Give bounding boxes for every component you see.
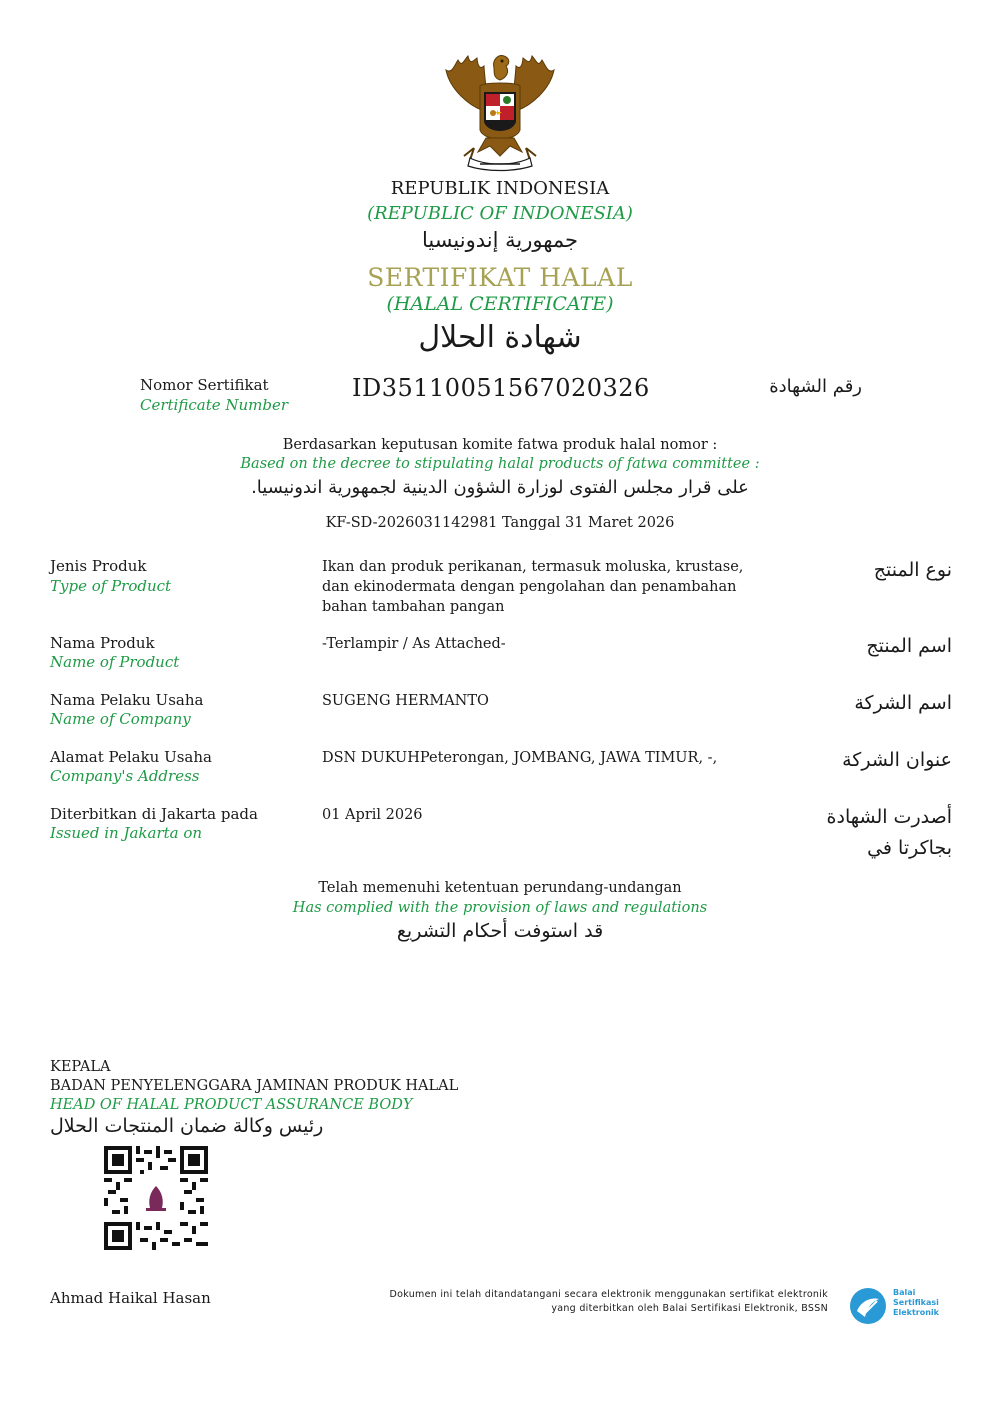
certificate-title: SERTIFIKAT HALAL (367, 263, 633, 292)
certificate-number-label-ar: رقم الشهادة (769, 376, 862, 397)
field-label: Jenis Produk (50, 557, 147, 575)
compliance-text-en: Has complied with the provision of laws and regulations (292, 900, 708, 916)
certificate-title-en: (HALAL CERTIFICATE) (386, 293, 614, 315)
signatory-agency: BADAN PENYELENGGARA JAMINAN PRODUK HALAL (50, 1078, 459, 1094)
compliance-text: Telah memenuhi ketentuan perundang-undangan (318, 880, 682, 896)
decree-text-en: Based on the decree to stipulating halal products of fatwa committee : (240, 456, 760, 472)
certificate-number-value: ID35110051567020326 (352, 374, 650, 402)
field-value: SUGENG HERMANTO (322, 693, 489, 709)
bsre-logo-text: Balai (893, 1288, 916, 1297)
decree-reference: KF-SD-2026031142981 Tanggal 31 Maret 2026 (325, 515, 675, 531)
republic-title: REPUBLIK INDONESIA (390, 178, 610, 199)
decree-text: Berdasarkan keputusan komite fatwa produk halal nomor : (282, 437, 718, 453)
field-label-en: Company's Address (50, 767, 200, 785)
field-label-ar: أصدرت الشهادة بجاكرتا في (826, 806, 952, 859)
field-label: Nama Produk (50, 634, 155, 652)
field-label-ar: عنوان الشركة (842, 749, 952, 771)
bsre-logo-text: Sertifikasi (893, 1298, 939, 1307)
field-label-en: Type of Product (50, 577, 172, 595)
field-label-en: Issued in Jakarta on (50, 824, 203, 842)
signatory-agency-ar: رئيس وكالة ضمان المنتجات الحلال (50, 1115, 324, 1137)
garuda-emblem-icon (440, 48, 560, 173)
field-label-en: Name of Product (50, 653, 180, 671)
republic-title-en: (REPUBLIC OF INDONESIA) (367, 203, 633, 224)
field-label: Alamat Pelaku Usaha (50, 748, 212, 766)
republic-title-ar: جمهورية إندونيسيا (421, 228, 579, 252)
field-value: 01 April 2026 (322, 807, 423, 823)
certificate-number-label-en: Certificate Number (140, 396, 289, 414)
decree-text-ar: على قرار مجلس الفتوى لوزارة الشؤون الدينية لجمهورية اندونيسيا. (251, 477, 749, 498)
esign-note: yang diterbitkan oleh Balai Sertifikasi Elektronik, BSSN (551, 1303, 828, 1314)
field-value: Ikan dan produk perikanan, termasuk moluska, krustase, dan ekinodermata dengan pengolahan dan penambahan bahan tambahan pangan (322, 559, 744, 615)
signatory-agency-en: HEAD OF HALAL PRODUCT ASSURANCE BODY (50, 1097, 413, 1113)
field-label-ar: اسم المنتج (866, 635, 952, 657)
signatory-name: Ahmad Haikal Hasan (50, 1289, 211, 1307)
certificate-number-label: Nomor Sertifikat (140, 376, 269, 394)
esign-note: Dokumen ini telah ditandatangani secara elektronik menggunakan sertifikat elektronik (389, 1289, 828, 1300)
compliance-text-ar: قد استوفت أحكام التشريع (396, 920, 604, 942)
signatory-title: KEPALA (50, 1059, 111, 1075)
field-label-en: Name of Company (50, 710, 191, 728)
field-label: Diterbitkan di Jakarta pada (50, 805, 258, 823)
bsre-logo-text: Elektronik (893, 1308, 939, 1317)
qr-code-icon (104, 1146, 208, 1250)
field-label: Nama Pelaku Usaha (50, 691, 204, 709)
field-value: -Terlampir / As Attached- (322, 636, 506, 652)
bsre-logo-icon (849, 1287, 887, 1325)
field-value: DSN DUKUHPeterongan, JOMBANG, JAWA TIMUR, -, (322, 750, 718, 766)
field-label-ar: نوع المنتج (873, 559, 952, 581)
field-label-ar: اسم الشركة (854, 692, 952, 714)
certificate-title-ar: شهادة الحلال (418, 320, 582, 355)
